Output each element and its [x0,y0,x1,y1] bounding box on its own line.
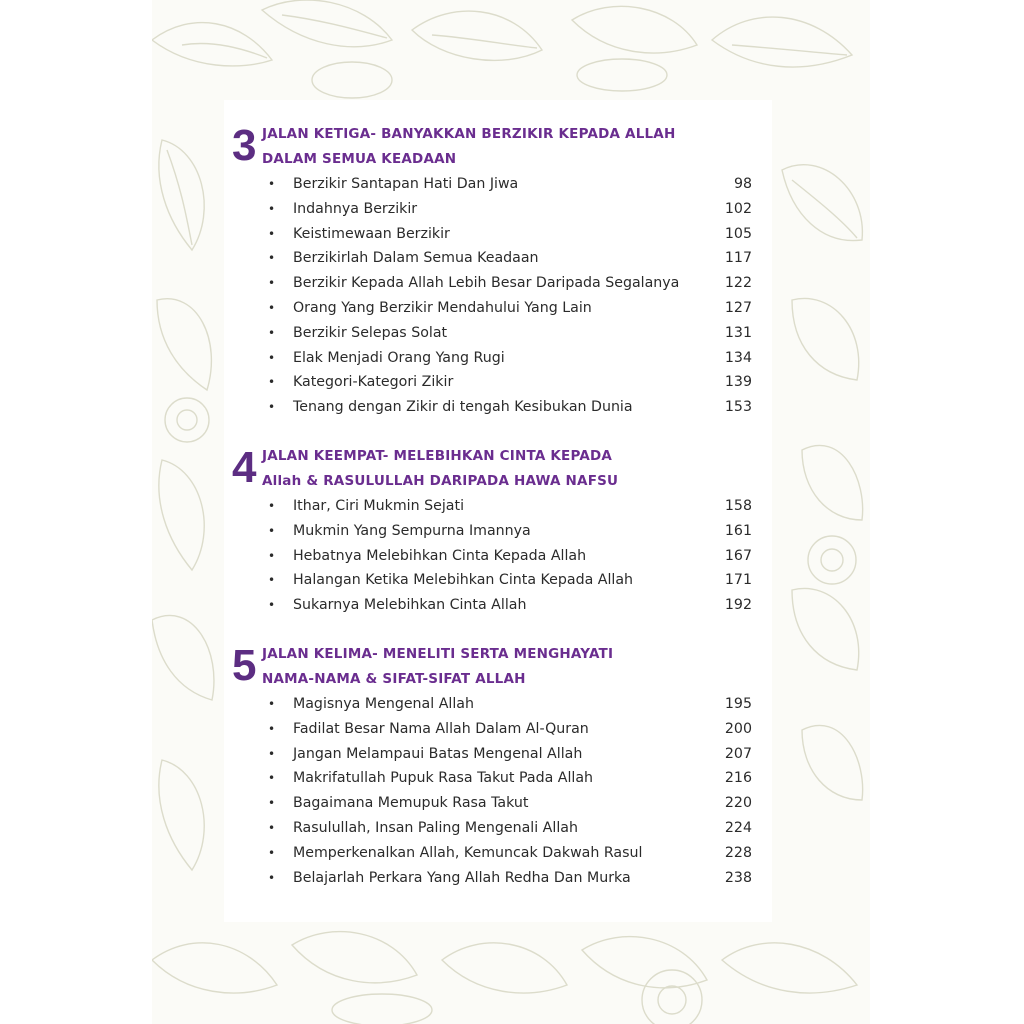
toc-entry-page-number: 134 [724,349,752,366]
toc-entry-page-number: 153 [724,399,752,416]
bullet-icon: • [268,400,276,415]
toc-entry-title: Elak Menjadi Orang Yang Rugi [293,349,505,366]
toc-entry [232,841,752,866]
toc-entry-title: Indahnya Berzikir [293,200,418,217]
toc-entry [232,766,752,791]
bullet-icon: • [268,721,276,736]
toc-entry-title: Fadilat Besar Nama Allah Dalam Al-Quran [293,720,589,737]
bullet-icon: • [268,325,276,340]
toc-entry-title: Kategori-Kategori Zikir [293,374,454,391]
bullet-icon: • [268,697,276,711]
toc-entry-page-number: 171 [724,572,752,589]
toc-entry [232,494,752,519]
toc-entry-title: Memperkenalkan Allah, Kemuncak Dakwah Rasul [293,844,643,861]
toc-entry-page-number: 228 [724,844,752,861]
toc-entry-page-number: 192 [724,597,752,614]
bullet-icon: • [268,251,276,266]
toc-entry [232,816,752,841]
toc-entry-title: Berzikir Selepas Solat [293,324,448,341]
toc-entry [232,593,752,618]
toc-entry-page-number: 117 [724,250,752,267]
toc-entry [232,519,752,544]
toc-entry [232,271,752,296]
section-number: 5 [232,641,257,690]
toc-entry-title: Berzikir Kepada Allah Lebih Besar Daripada Segalanya [293,275,680,292]
bullet-icon: • [268,746,276,761]
toc-entry [232,172,752,197]
toc-entry-title: Berzikirlah Dalam Semua Keadaan [293,250,539,267]
toc-entry [232,321,752,346]
section-title [262,122,742,172]
toc-entry-title: Makrifatullah Pupuk Rasa Takut Pada Allah [293,770,594,787]
toc-entry [232,568,752,593]
toc-entry [232,866,752,891]
toc-entry-title: Sukarnya Melebihkan Cinta Allah [293,597,527,614]
toc-entry-page-number: 167 [724,547,752,564]
toc-entry [232,246,752,271]
toc-entry-title: Magisnya Mengenal Allah [293,696,474,712]
section-title-line-2: NAMA-NAMA & SIFAT-SIFAT ALLAH [262,671,526,687]
bullet-icon: • [268,523,276,538]
bullet-icon: • [268,276,276,291]
toc-entry-title: Jangan Melampaui Batas Mengenal Allah [293,745,583,762]
toc-entry-page-number: 207 [724,745,752,762]
toc-entry [232,742,752,767]
toc-entry-title: Berzikir Santapan Hati Dan Jiwa [293,176,519,192]
bullet-icon: • [268,845,276,860]
toc-entry-title: Hebatnya Melebihkan Cinta Kepada Allah [293,547,587,564]
toc-entry-title: Ithar, Ciri Mukmin Sejati [293,498,465,514]
toc-entry-page-number: 224 [724,819,752,836]
bullet-icon: • [268,201,276,216]
toc-entry-page-number: 105 [724,225,752,242]
bullet-icon: • [268,771,276,786]
toc-entry-page-number: 122 [724,275,752,292]
section-title [262,642,742,692]
toc-entry-page-number: 127 [724,299,752,316]
bullet-icon: • [268,598,276,613]
toc-entry-page-number: 161 [724,522,752,539]
bullet-icon: • [268,300,276,315]
toc-entry-title: Rasulullah, Insan Paling Mengenali Allah [293,819,578,836]
toc-entry-page-number: 131 [724,324,752,341]
bullet-icon: • [268,573,276,588]
toc-entry-title: Halangan Ketika Melebihkan Cinta Kepada Allah [293,572,634,589]
bullet-icon: • [268,350,276,365]
section-title-line-1: JALAN KETIGA- BANYAKKAN BERZIKIR KEPADA ALLAH [262,126,676,142]
section-title-line-2: Allah & RASULULLAH DARIPADA HAWA NAFSU [262,473,619,489]
toc-entry-title: Keistimewaan Berzikir [293,225,450,242]
section-title-line-2: DALAM SEMUA KEADAAN [262,151,457,167]
toc-entry-page-number: 158 [724,498,752,514]
toc-entry-page-number: 220 [724,795,752,812]
toc-entry-page-number: 139 [724,374,752,391]
section-title-line-1: JALAN KEEMPAT- MELEBIHKAN CINTA KEPADA [262,448,613,464]
section-title [262,444,742,494]
toc-entry-title: Orang Yang Berzikir Mendahului Yang Lain [293,299,592,316]
section-title-line-1: JALAN KELIMA- MENELITI SERTA MENGHAYATI [262,646,614,662]
bullet-icon: • [268,870,276,885]
section-number: 4 [232,443,257,492]
toc-entry-list [232,172,752,420]
toc-entry [232,395,752,420]
toc-entry [232,544,752,569]
toc-entry [232,717,752,742]
bullet-icon: • [268,820,276,835]
section-number: 3 [232,121,257,170]
toc-entry-title: Mukmin Yang Sempurna Imannya [293,522,531,539]
bullet-icon: • [268,177,276,191]
bullet-icon: • [268,226,276,241]
bullet-icon: • [268,548,276,563]
bullet-icon: • [268,375,276,390]
toc-entry [232,346,752,371]
toc-entry-title: Bagaimana Memupuk Rasa Takut [293,795,529,812]
book-page [152,0,870,1024]
toc-entry-page-number: 98 [733,176,752,192]
toc-entry [232,370,752,395]
toc-entry-list [232,692,752,890]
toc-entry [232,692,752,717]
toc-entry-page-number: 195 [724,696,752,712]
bullet-icon: • [268,796,276,811]
toc-entry [232,296,752,321]
toc-entry [232,791,752,816]
toc-entry [232,197,752,222]
toc-entry-page-number: 216 [724,770,752,787]
toc-entry [232,222,752,247]
bullet-icon: • [268,499,276,513]
toc-entry-page-number: 200 [724,720,752,737]
toc-entry-list [232,494,752,618]
toc-entry-page-number: 102 [724,200,752,217]
toc-entry-title: Belajarlah Perkara Yang Allah Redha Dan Murka [293,869,631,886]
toc-entry-title: Tenang dengan Zikir di tengah Kesibukan Dunia [293,399,633,416]
toc-entry-page-number: 238 [724,869,752,886]
